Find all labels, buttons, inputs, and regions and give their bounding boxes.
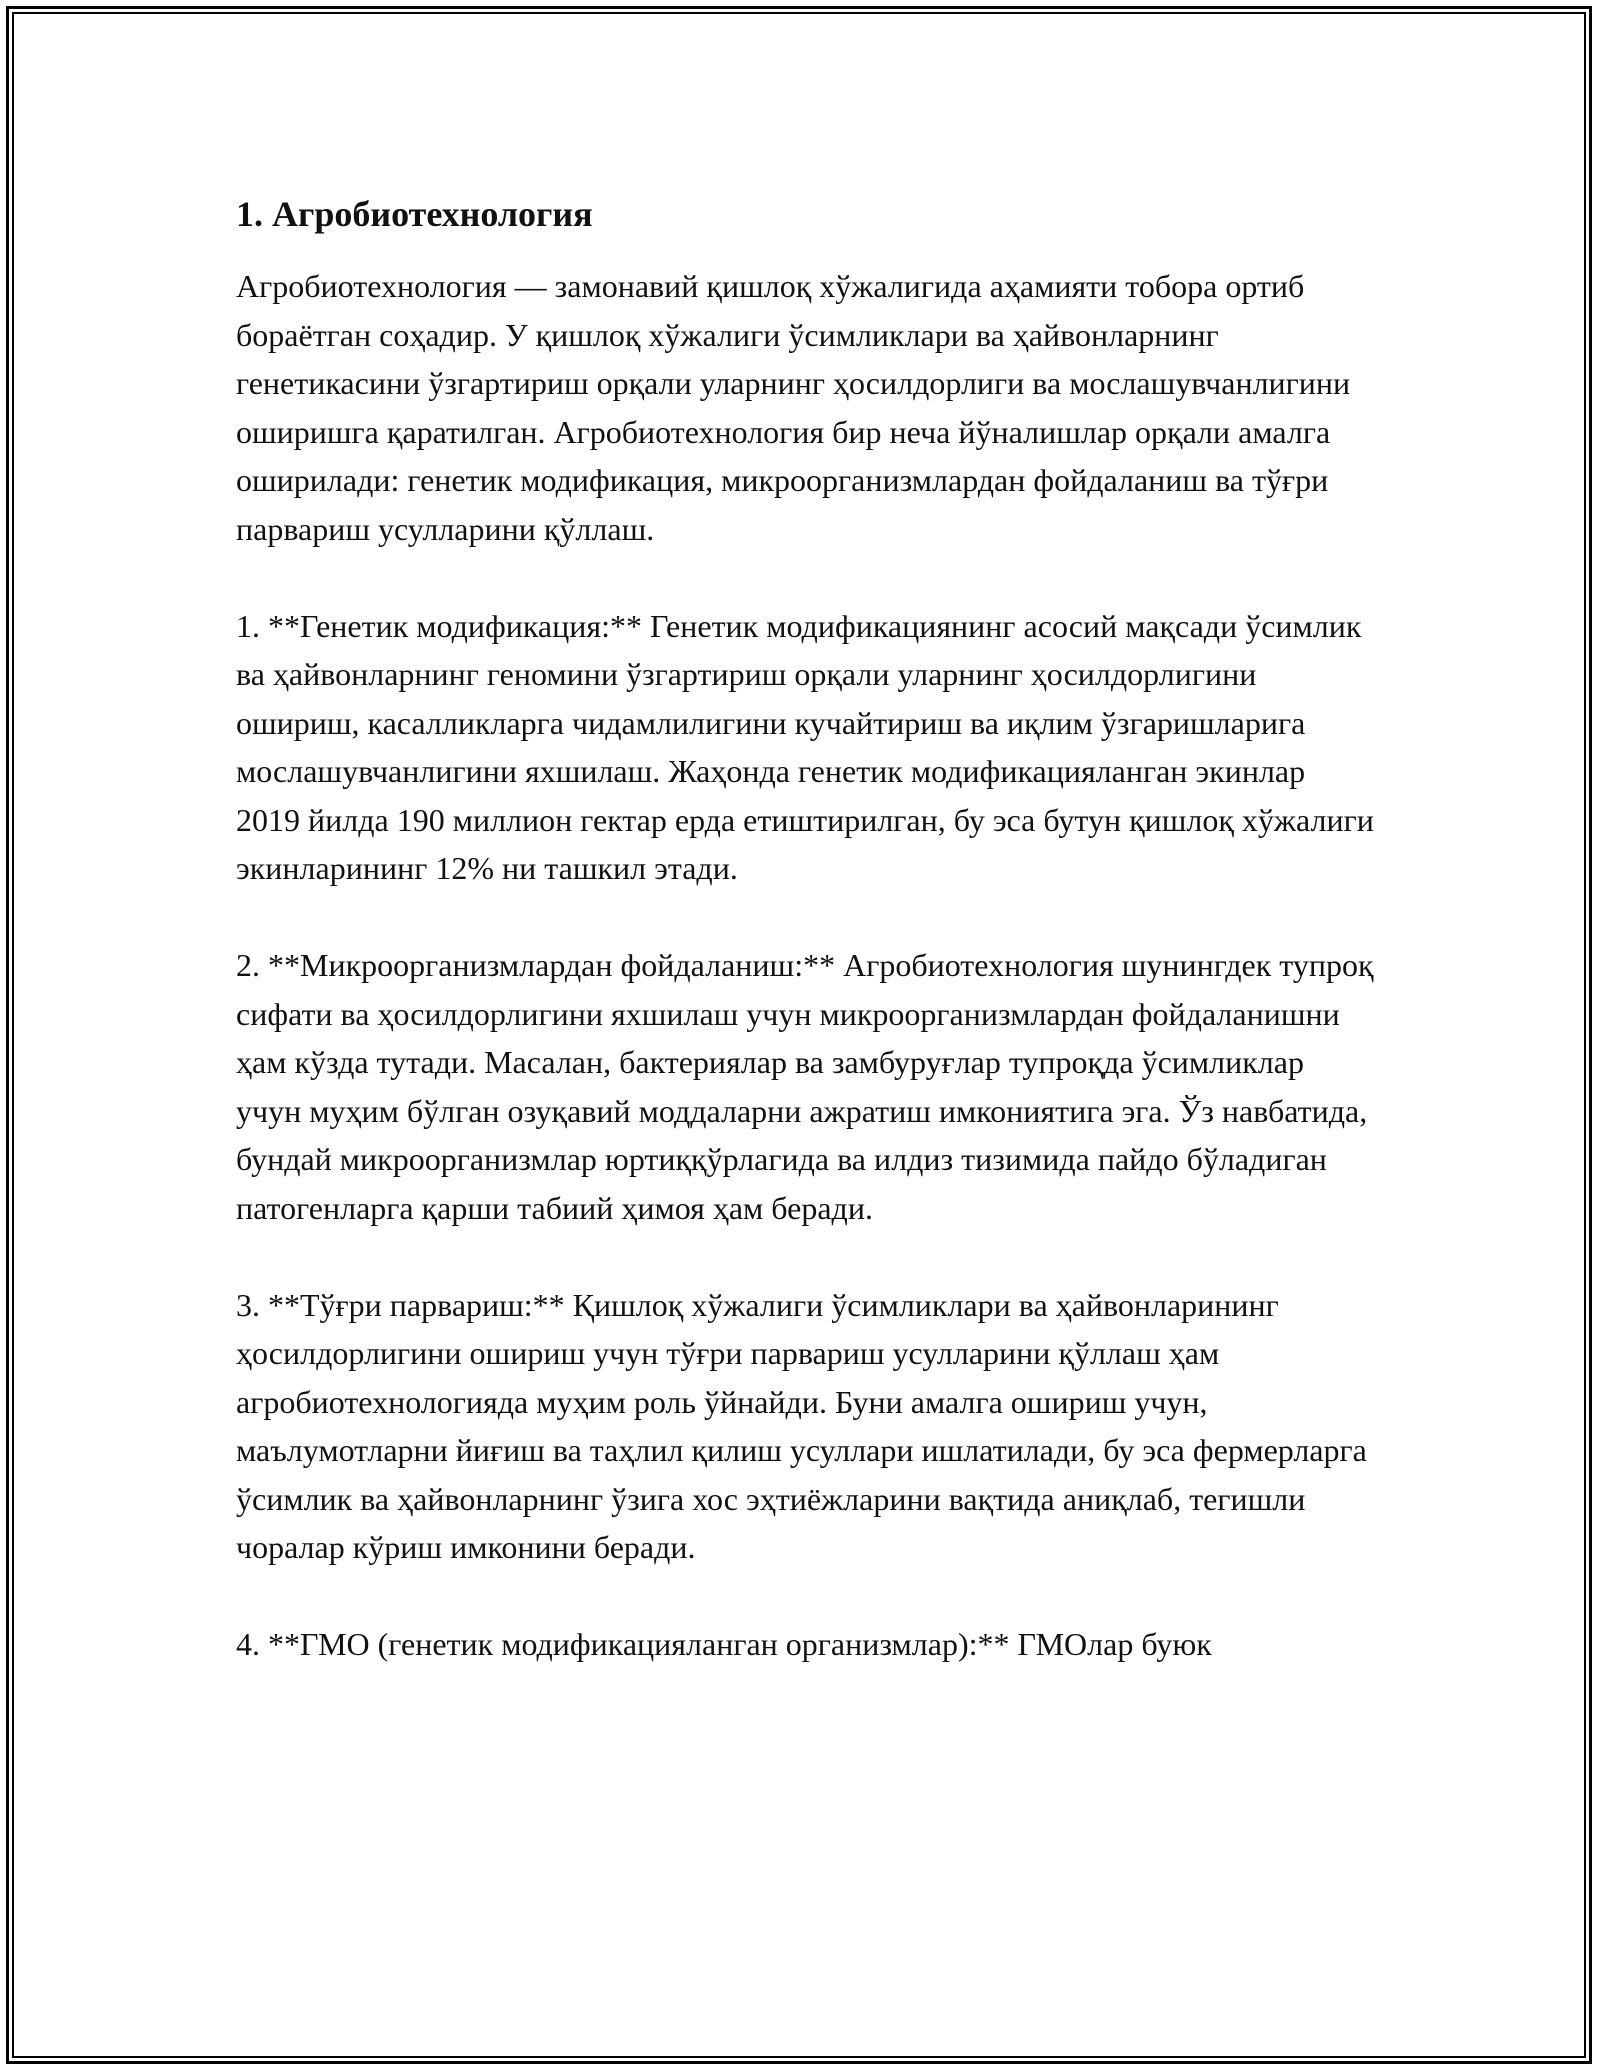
proper-care-paragraph: 3. **Тўғри парвариш:** Қишлоқ хўжалиги ўсимликлари ва ҳайвонларининг ҳосилдорлигини ошириш учун тўғри парвариш усулларини қўллаш ҳам агробиотехнологияда муҳим роль ўйнайди. Буни амалга ошириш учун, маълумотларни йиғиш ва таҳлил қилиш усуллари ишлатилади, бу эса фермерларга ўсимлик ва ҳайвонларнинг ўзига хос эҳтиёжларини вақтида аниқлаб, тегишли чоралар кўриш имконини беради. — [236, 1286, 1367, 1565]
section-heading: 1. Агробиотехнология — [236, 194, 593, 234]
document-body — [236, 190, 1376, 1717]
genetic-modification-paragraph: 1. **Генетик модификация:** Генетик модификациянинг асосий мақсади ўсимлик ва ҳайвонларнинг геномини ўзгартириш орқали уларнинг ҳосилдорлигини ошириш, касалликларга чидамлилигини кучайтириш ва иқлим ўзгаришларига мослашувчанлигини яхшилаш. Жаҳонда генетик модификацияланган экинлар 2019 йилда 190 миллион гектар ерда етиштирилган, бу эса бутун қишлоқ хўжалиги экинларининг 12% ни ташкил этади. — [236, 607, 1374, 886]
intro-paragraph: Агробиотехнология — замонавий қишлоқ хўжалигида аҳамияти тобора ортиб бораётган соҳадир. У қишлоқ хўжалиги ўсимликлари ва ҳайвонларнинг генетикасини ўзгартириш орқали уларнинг ҳосилдорлиги ва мослашувчанлигини оширишга қаратилган. Агробиотехнология бир неча йўналишлар орқали амалга оширилади: генетик модификация, микроорганизмлардан фойдаланиш ва тўғри парвариш усулларини қўллаш. — [236, 268, 1351, 547]
gmo-paragraph: 4. **ГМО (генетик модификацияланган организмлар):** ГМОлар буюк — [236, 1626, 1212, 1662]
microorganisms-paragraph: 2. **Микроорганизмлардан фойдаланиш:** Агробиотехнология шунингдек тупроқ сифати ва ҳосилдорлигини яхшилаш учун микроорганизмлардан фойдаланишни ҳам кўзда тутади. Масалан, бактериялар ва замбуруғлар тупроқда ўсимликлар учун муҳим бўлган озуқавий моддаларни ажратиш имкониятига эга. Ўз навбатида, бундай микроорганизмлар юртиққўрлагида ва илдиз тизимида пайдо бўладиган патогенларга қарши табиий ҳимоя ҳам беради. — [236, 947, 1374, 1226]
